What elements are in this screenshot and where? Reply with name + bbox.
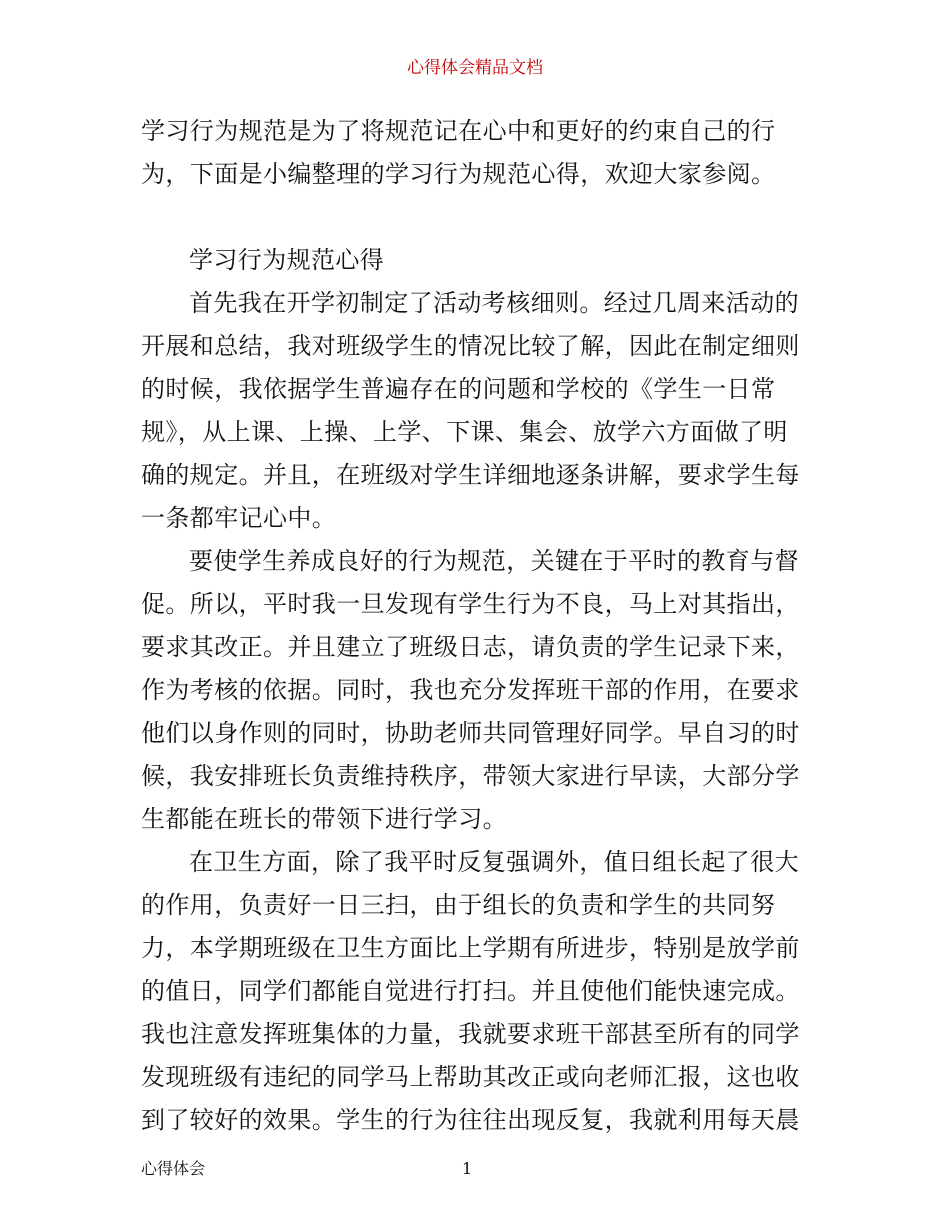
footer-label: 心得体会 [141,1159,206,1178]
paragraph-line: 我也注意发挥班集体的力量，我就要求班干部甚至所有的同学 [141,1020,800,1048]
paragraph-line: 一条都牢记心中。 [141,504,337,532]
page-header-title: 心得体会精品文档 [407,58,543,78]
paragraph-line: 的值日，同学们都能自觉进行打扫。并且使他们能快速完成。 [141,977,800,1005]
paragraph-line: 作为考核的依据。同时，我也充分发挥班干部的作用，在要求 [141,676,800,704]
paragraph [141,282,813,540]
intro-line: 为，下面是小编整理的学习行为规范心得，欢迎大家参阅。 [141,160,776,188]
paragraph-line: 促。所以，平时我一旦发现有学生行为不良，马上对其指出， [141,590,800,618]
document-body [141,110,813,1142]
paragraph-line: 开展和总结，我对班级学生的情况比较了解，因此在制定细则 [141,332,800,360]
paragraph-line: 的作用，负责好一日三扫，由于组长的负责和学生的共同努 [141,891,776,919]
page-number: 1 [462,1159,473,1178]
paragraph-line: 在卫生方面，除了我平时反复强调外，值日组长起了很大 [189,848,799,876]
blank-line [141,196,813,239]
paragraph-line: 首先我在开学初制定了活动考核细则。经过几周来活动的 [189,289,799,317]
paragraph [141,540,813,841]
paragraph-line: 到了较好的效果。学生的行为往往出现反复，我就利用每天晨 [141,1106,800,1134]
paragraph-line: 规》，从上课、上操、上学、下课、集会、放学六方面做了明 [141,418,788,446]
paragraph-line: 力，本学期班级在卫生方面比上学期有所进步，特别是放学前 [141,934,800,962]
paragraph-line: 候，我安排班长负责维持秩序，带领大家进行早读，大部分学 [141,762,800,790]
paragraph-line: 要求其改正。并且建立了班级日志，请负责的学生记录下来， [141,633,800,661]
paragraph-line: 他们以身作则的同时，协助老师共同管理好同学。早自习的时 [141,719,800,747]
paragraph-line: 发现班级有违纪的同学马上帮助其改正或向老师汇报，这也收 [141,1063,800,1091]
paragraph [141,841,813,1142]
intro-line: 学习行为规范是为了将规范记在心中和更好的约束自己的行 [141,117,776,145]
paragraph-line: 生都能在班长的带领下进行学习。 [141,805,507,833]
paragraph-line: 要使学生养成良好的行为规范，关键在于平时的教育与督 [189,547,799,575]
paragraph-line: 的时候，我依据学生普遍存在的问题和学校的《学生一日常 [141,375,776,403]
section-title: 学习行为规范心得 [189,246,385,274]
paragraph-line: 确的规定。并且，在班级对学生详细地逐条讲解，要求学生每 [141,461,800,489]
